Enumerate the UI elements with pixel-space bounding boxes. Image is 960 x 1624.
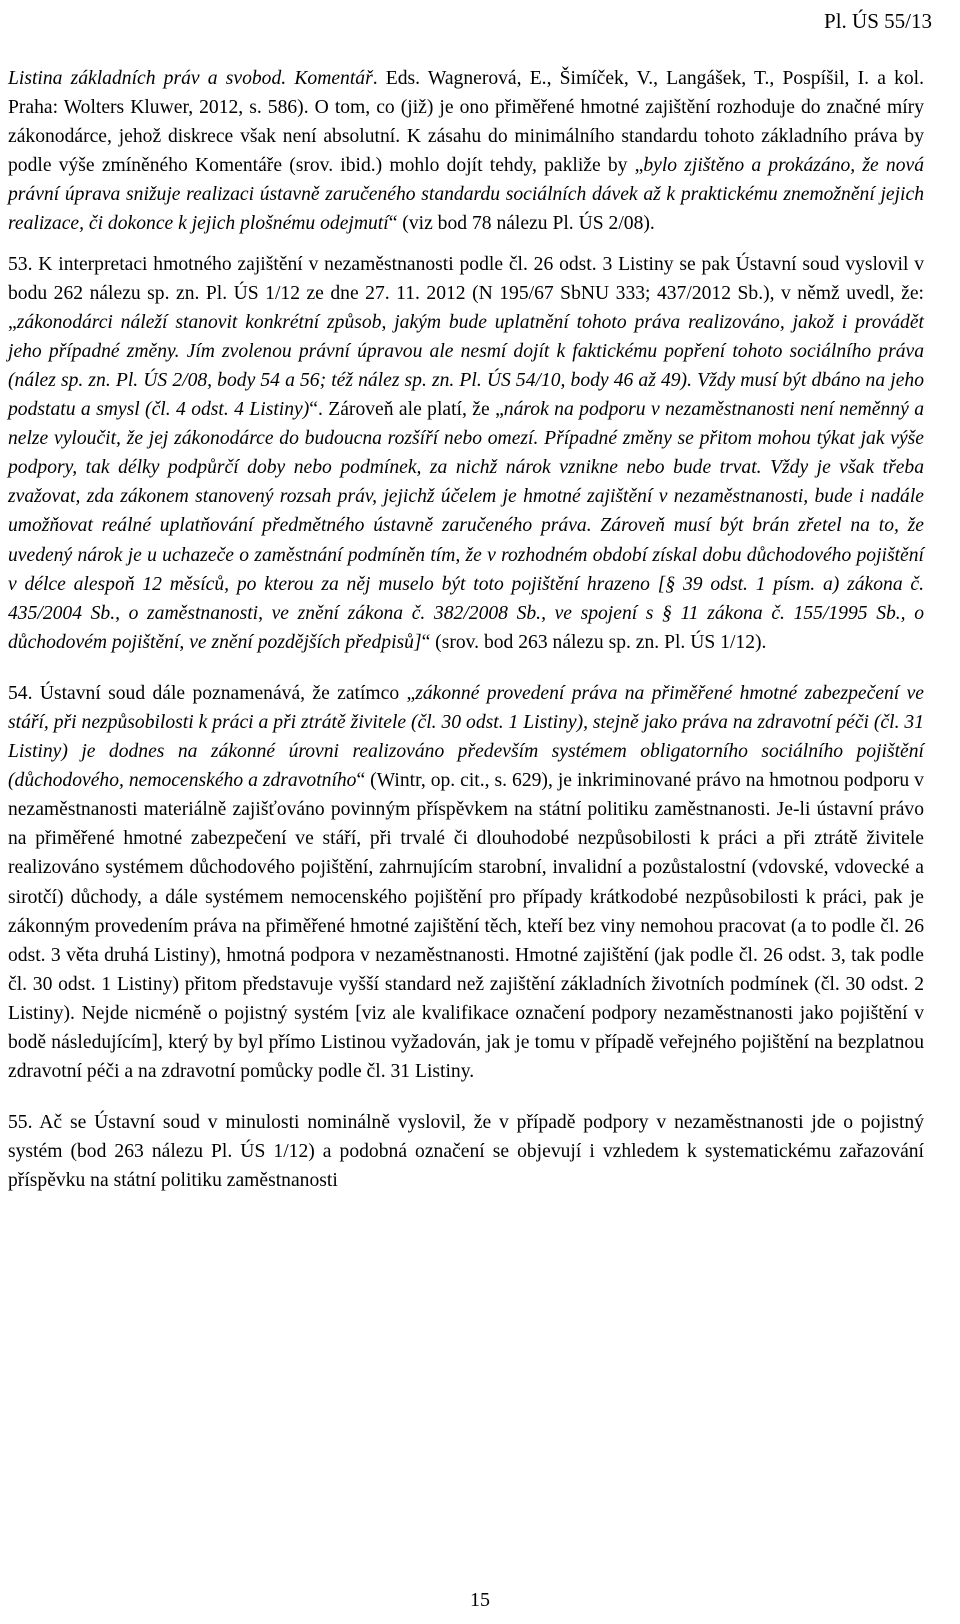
italic-quote-text: zákonodárci náleží stanovit konkrétní způsob, jakým bude uplatnění tohoto práva realizováno, jakož i provádět jeho případné změny. Jím zvolenou právní úpravou ale nesmí dojít k faktickému popření tohoto sociálního práva (nález sp. zn. Pl. ÚS 2/08, body 54 a 56; též nález sp. zn. Pl. ÚS 54/10, body 46 až 49). Vždy musí být dbáno na jeho podstatu a smysl (čl. 4 odst. 4 Listiny)	[8, 311, 924, 421]
text-run: . Eds. Wagnerová, E., Šimíček, V., Langášek, T., Pospíšil, I. a kol. Praha: Wolters Kluwer, 2012, s. 586). O tom, co (již) je ono přiměřené hmotné zajištění rozhoduje do značné míry zákonodárce, jehož diskrece však není absolutní. K zásahu do minimálního standardu tohoto základního práva by podle výše zmíněného Komentáře (srov. ibid.) mohlo dojít tehdy, pakliže by „	[8, 68, 925, 177]
italic-quote-text: Listina základních práv a svobod. Komentář	[8, 68, 373, 89]
page-header-reference: Pl. ÚS 55/13	[824, 9, 932, 33]
paragraph-53	[8, 250, 924, 657]
paragraph-52-continuation	[8, 64, 924, 239]
text-run: “ (viz bod 78 nálezu Pl. ÚS 2/08).	[388, 213, 655, 235]
text-run: 53. K interpretaci hmotného zajištění v nezaměstnanosti podle čl. 26 odst. 3 Listiny se pak Ústavní soud vyslovil v bodu 262 nálezu sp. zn. Pl. ÚS 1/12 ze dne 27. 11. 2012 (N 195/67 SbNU 333; 437/2012 Sb.), v němž uvedl, že: „	[8, 253, 924, 333]
page-number: 15	[470, 1589, 490, 1611]
text-run: “ (srov. bod 263 nálezu sp. zn. Pl. ÚS 1/12).	[421, 631, 767, 653]
text-run: 54. Ústavní soud dále poznamenává, že zatímco „	[8, 682, 416, 704]
italic-quote-text: nárok na podporu v nezaměstnanosti není neměnný a nelze vyloučit, že jej zákonodárce do budoucna rozšíří nebo omezí. Případné změny se přitom mohou týkat jak výše podpory, tak délky podpůrčí doby nebo podmínek, za nichž nárok vznikne nebo bude trvat. Vždy je však třeba zvažovat, zda zákonem stanovený rozsah práv, jejichž účelem je hmotné zajištění v nezaměstnanosti, bude i nadále umožňovat reálné uplatňování předmětného ústavně zaručeného práva. Zároveň musí být brán zřetel na to, že uvedený nárok je u uchazeče o zaměstnání podmíněn tím, že v rozhodném období získal dobu důchodového pojištění v délce alespoň 12 měsíců, po kterou za něj muselo být toto pojištění hrazeno [§ 39 odst. 1 písm. a) zákona č. 435/2004 Sb., o zaměstnanosti, ve znění zákona č. 382/2008 Sb., ve spojení s § 11 zákona č. 155/1995 Sb., o důchodovém pojištění, ve znění pozdějších předpisů]	[8, 399, 924, 653]
paragraph-55	[8, 1108, 924, 1195]
italic-quote-text: zákonné provedení práva na přiměřené hmotné zabezpečení ve stáří, při nezpůsobilosti k práci a při ztrátě živitele (čl. 30 odst. 1 Listiny), stejně jako práva na zdravotní péči (čl. 31 Listiny) je dodnes na zákonné úrovni realizováno především systémem obligatorního sociálního pojištění (důchodového, nemocenského a zdravotního	[8, 682, 924, 792]
italic-quote-text: bylo zjištěno a prokázáno, že nová právní úprava snižuje realizaci ústavně zaručeného standardu sociálních dávek až k praktickému znemožnění jejich realizace, či dokonce k jejich plošnému odejmutí	[8, 155, 924, 235]
text-run: 55. Ač se Ústavní soud v minulosti nominálně vyslovil, že v případě podpory v nezaměstnanosti jde o pojistný systém (bod 263 nálezu Pl. ÚS 1/12) a podobná označení se objevují i vzhledem k systematickému zařazování příspěvku na státní politiku zaměstnanosti	[8, 1112, 924, 1192]
text-run: “. Zároveň ale platí, že „	[309, 399, 504, 421]
text-run: “ (Wintr, op. cit., s. 629), je inkriminované právo na hmotnou podporu v nezaměstnanosti materiálně zajišťováno povinným příspěvkem na státní politiku zaměstnanosti. Je-li ústavní právo na přiměřené hmotné zabezpečení ve stáří, při trvalé či dlouhodobé nezpůsobilosti k práci a při ztrátě živitele realizováno systémem důchodového pojištění, zahrnujícím starobní, invalidní a pozůstalostní (vdovské, vdovecké a sirotčí) důchody, a dále systémem nemocenského pojištění pro případy krátkodobé nezpůsobilosti k práci, pak je zákonným provedením práva na přiměřené hmotné zajištění těch, kteří bez viny nemohou pracovat (a to podle čl. 26 odst. 3 věta druhá Listiny), hmotná podpora v nezaměstnanosti. Hmotné zajištění (jak podle čl. 26 odst. 3, tak podle čl. 30 odst. 1 Listiny) přitom představuje vyšší standard než zajištění základních životních podmínek (čl. 30 odst. 2 Listiny). Nejde nicméně o pojistný systém [viz ale kvalifikace označení podpory nezaměstnanosti jako pojištění v bodě následujícím], který by byl přímo Listinou vyžadován, jak je tomu v případě veřejného pojištění na bezplatnou zdravotní péči a na zdravotní pomůcky podle čl. 31 Listiny.	[8, 770, 924, 1083]
document-body	[8, 64, 924, 1195]
paragraph-54	[8, 679, 924, 1086]
